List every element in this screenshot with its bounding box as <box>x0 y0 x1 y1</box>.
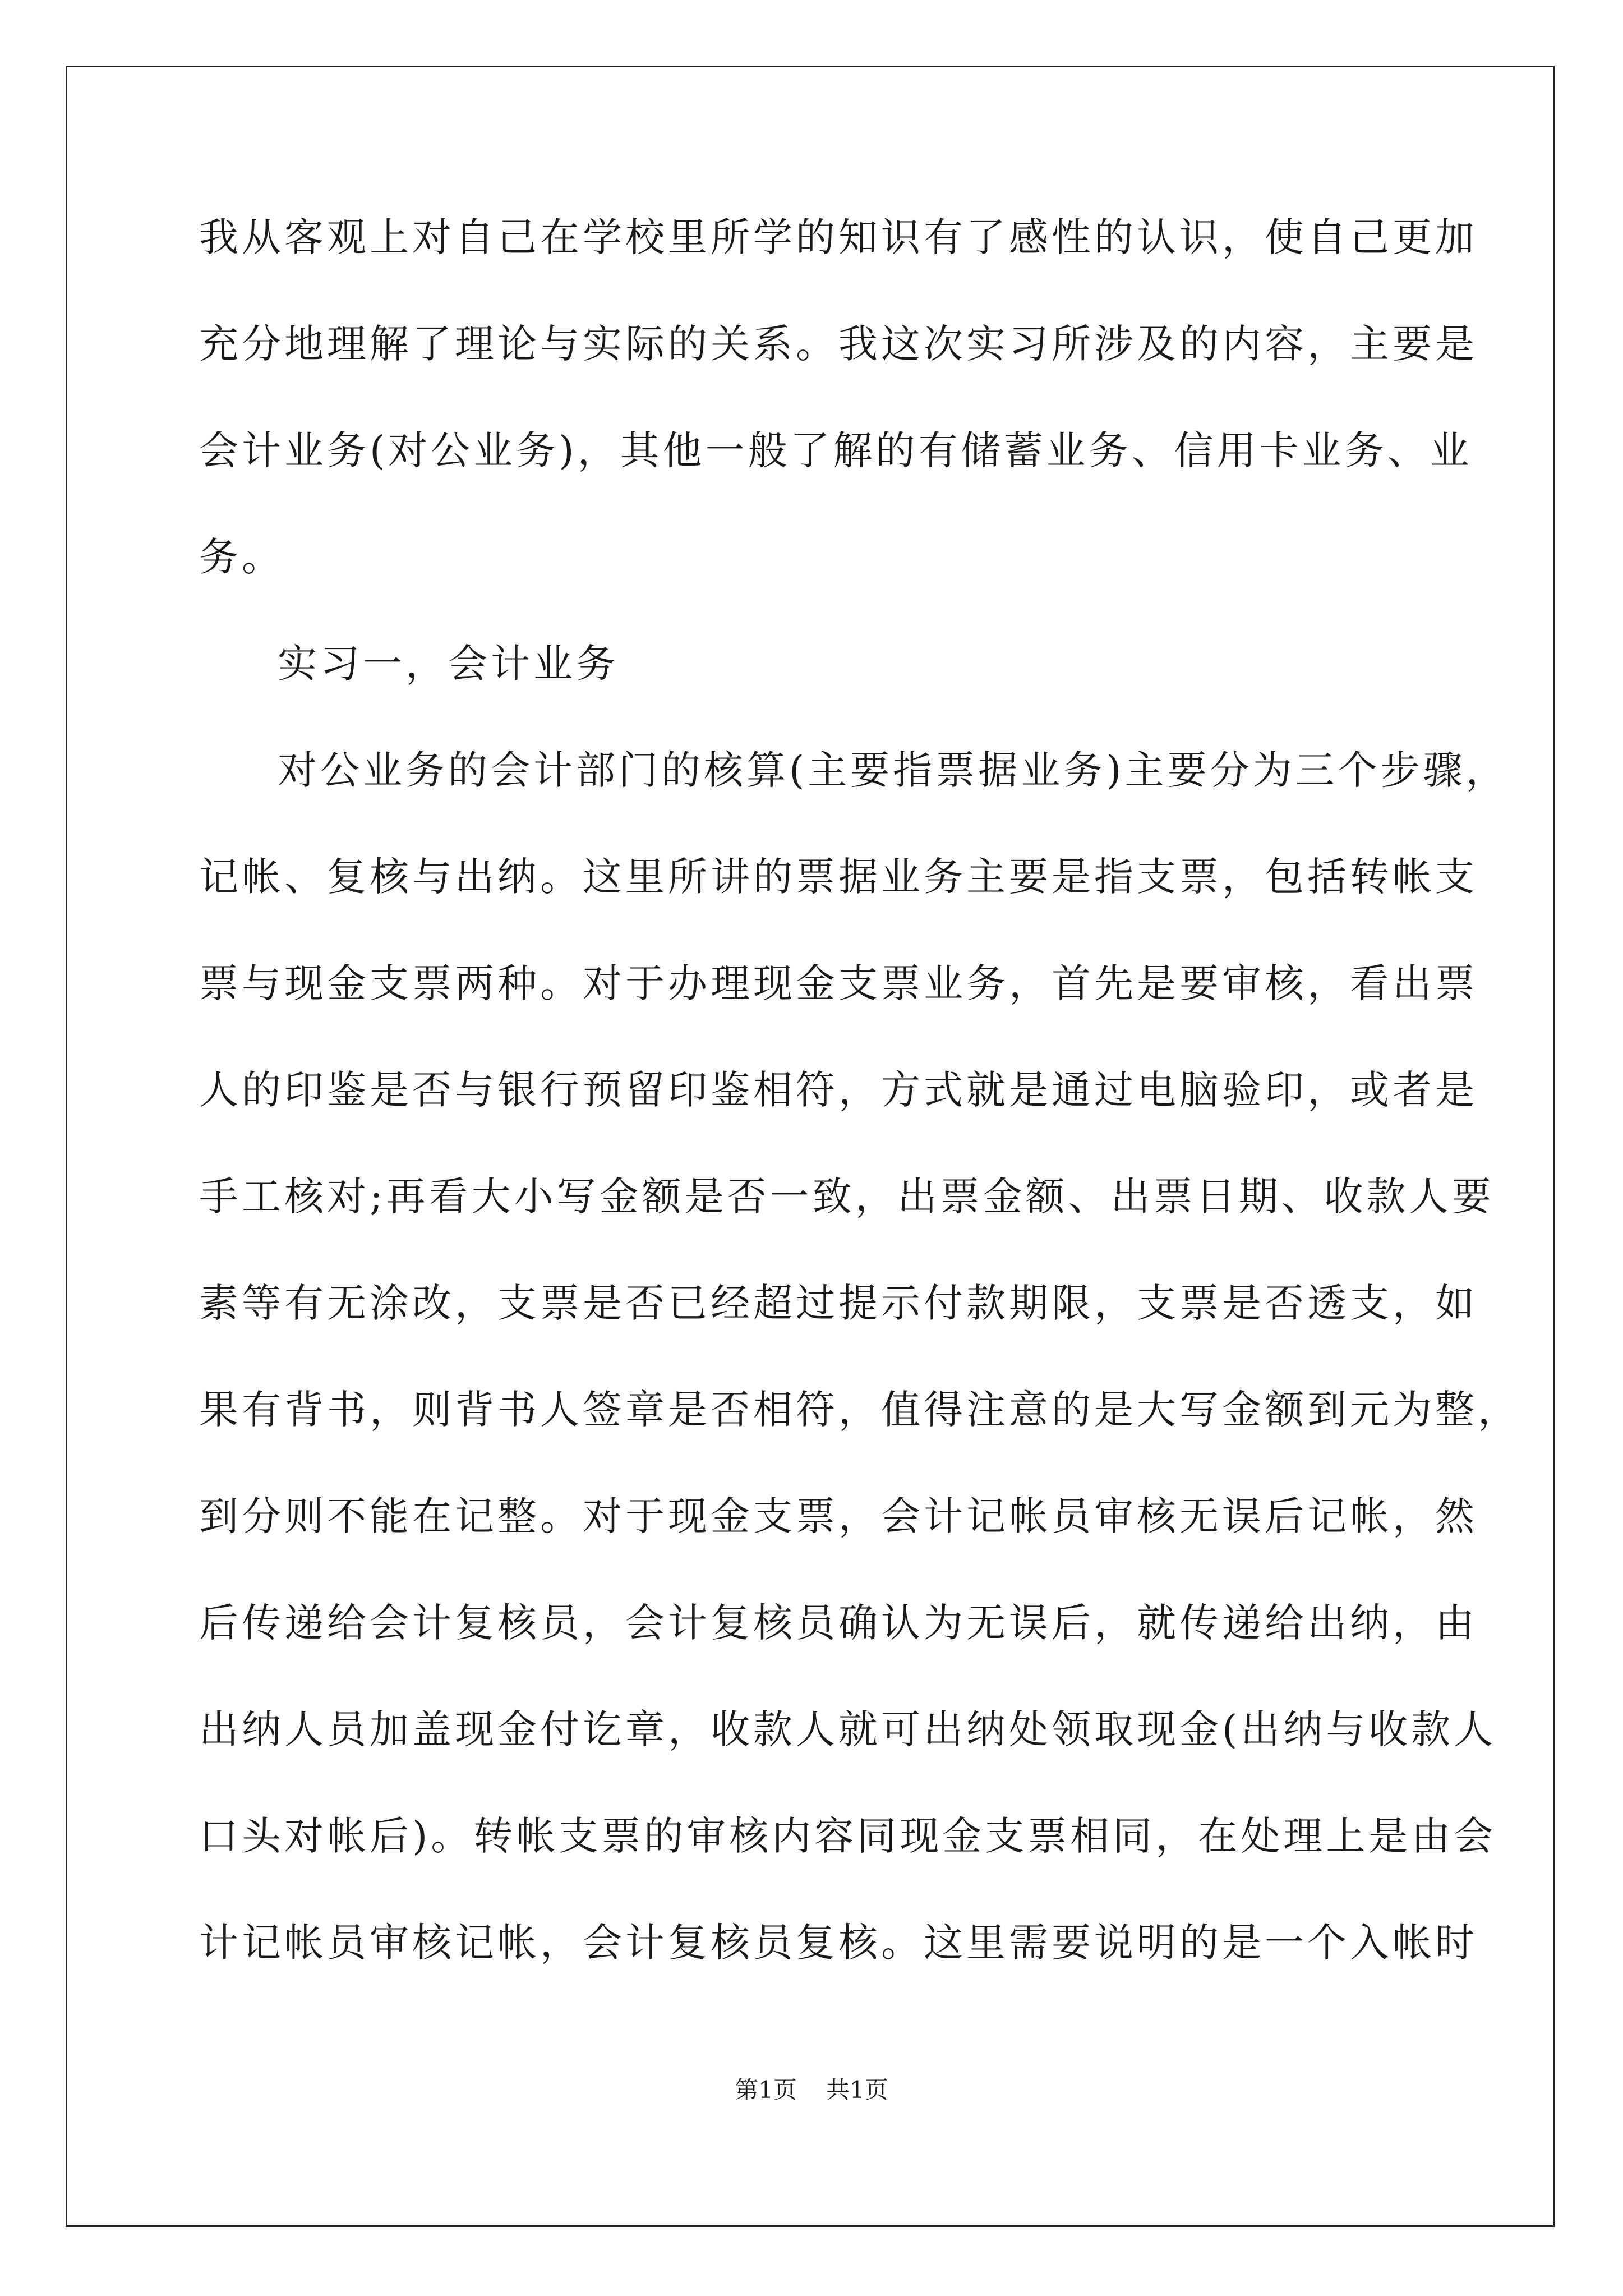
text-line: 我从客观上对自己在学校里所学的知识有了感性的认识，使自己更加 <box>199 214 1478 260</box>
text-line: 手工核对;再看大小写金额是否一致，出票金额、出票日期、收款人要 <box>199 1174 1495 1220</box>
text-line: 口头对帐后)。转帐支票的审核内容同现金支票相同，在处理上是由会 <box>199 1813 1497 1859</box>
text-line: 后传递给会计复核员，会计复核员确认为无误后，就传递给出纳，由 <box>199 1600 1478 1646</box>
page-footer <box>0 2074 1623 2106</box>
text-line: 会计业务(对公业务)，其他一般了解的有储蓄业务、信用卡业务、业 <box>199 427 1473 473</box>
text-line: 人的印鉴是否与银行预留印鉴相符，方式就是通过电脑验印，或者是 <box>199 1067 1478 1113</box>
section-heading: 实习一，会计业务 <box>278 641 619 687</box>
text-line: 对公业务的会计部门的核算(主要指票据业务)主要分为三个步骤， <box>278 747 1509 793</box>
page-border <box>66 66 1555 2227</box>
text-line: 果有背书，则背书人签章是否相符，值得注意的是大写金额到元为整， <box>199 1387 1520 1433</box>
text-line: 务。 <box>199 534 284 580</box>
page-number-total: 共1页 <box>826 2076 888 2104</box>
text-line: 计记帐员审核记帐，会计复核员复核。这里需要说明的是一个入帐时 <box>199 1920 1478 1966</box>
text-line: 票与现金支票两种。对于办理现金支票业务，首先是要审核，看出票 <box>199 960 1478 1006</box>
text-line: 素等有无涂改，支票是否已经超过提示付款期限，支票是否透支，如 <box>199 1280 1478 1326</box>
text-line: 出纳人员加盖现金付讫章，收款人就可出纳处领取现金(出纳与收款人 <box>199 1706 1497 1752</box>
page-number-current: 第1页 <box>735 2076 797 2104</box>
text-line: 充分地理解了理论与实际的关系。我这次实习所涉及的内容，主要是 <box>199 321 1478 367</box>
text-line: 到分则不能在记整。对于现金支票，会计记帐员审核无误后记帐，然 <box>199 1493 1478 1539</box>
text-line: 记帐、复核与出纳。这里所讲的票据业务主要是指支票，包括转帐支 <box>199 854 1478 900</box>
